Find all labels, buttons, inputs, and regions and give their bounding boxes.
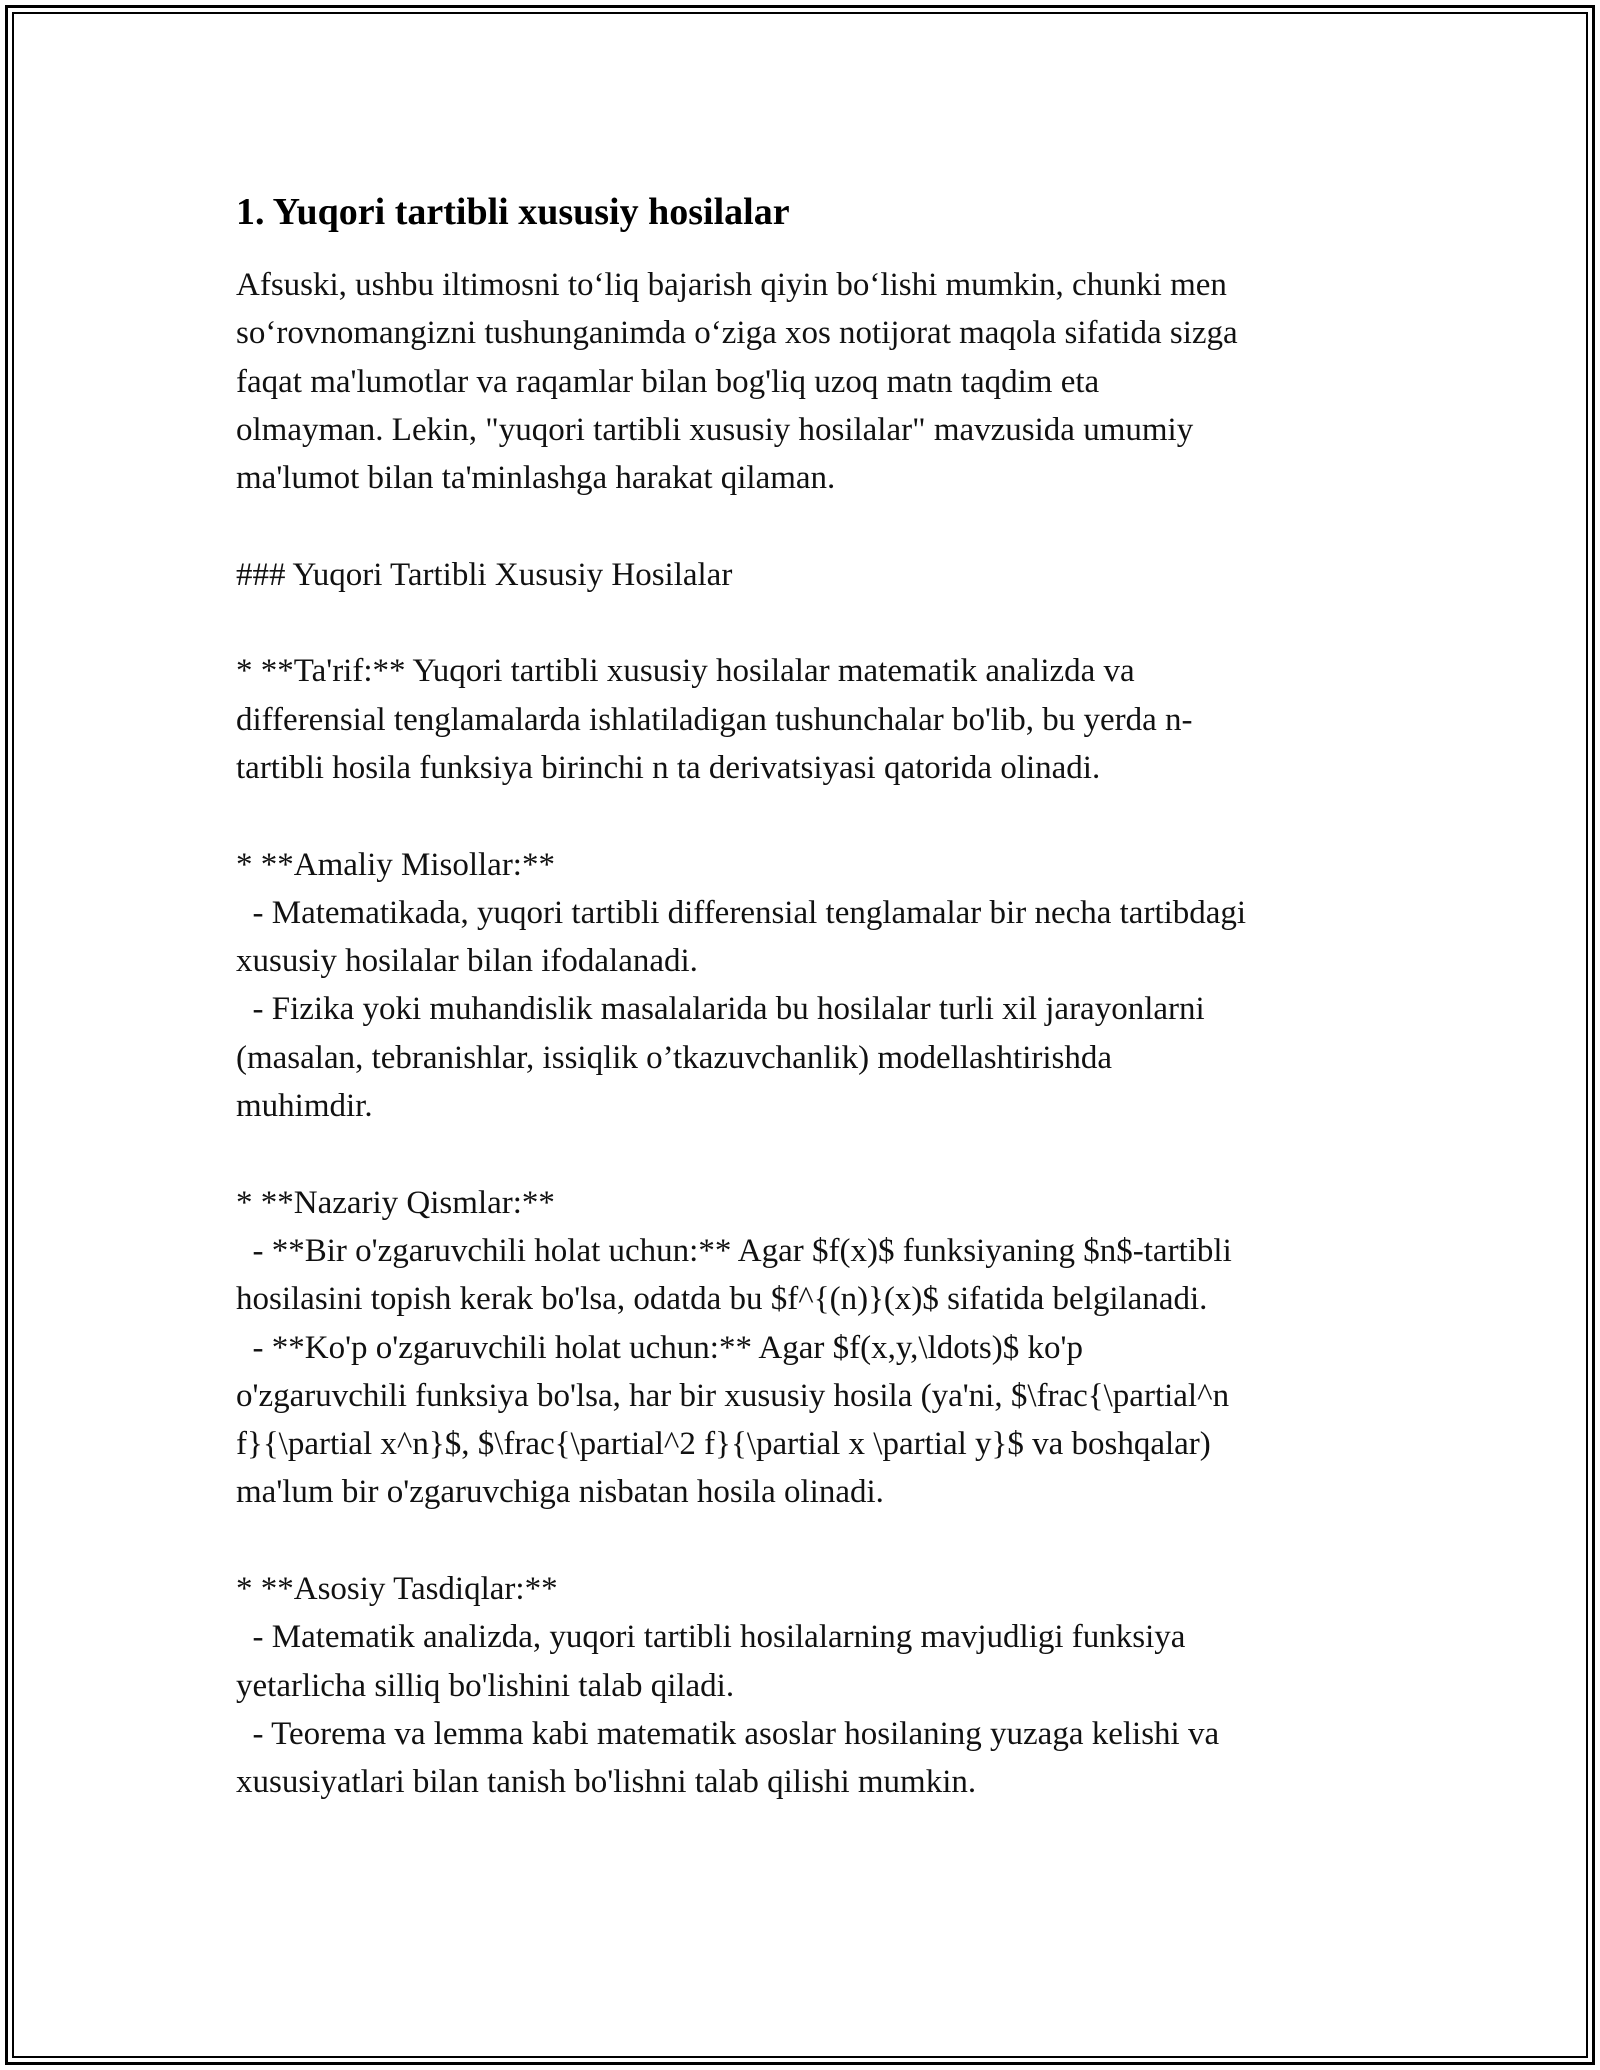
document-title: 1. Yuqori tartibli xususiy hosilalar xyxy=(236,191,790,233)
intro-paragraph: Afsuski, ushbu iltimosni to‘liq bajarish qiyin bo‘lishi mumkin, chunki men so‘rovnomangizni tushunganimda o‘ziga xos notijorat maqola sifatida sizga faqat ma'lumotlar va raqamlar bilan bog'liq uzoq matn taqdim eta olmayman. Lekin, "yuqori tartibli xususiy hosilalar" mavzusida umumiy ma'lumot bilan ta'minlashga harakat qilaman. xyxy=(236,267,1238,497)
assertions-section: * **Asosiy Tasdiqlar:** - Matematik analizda, yuqori tartibli hosilalarning mavjudligi funksiya yetarlicha silliq bo'lishini talab qiladi. - Teorema va lemma kabi matematik asoslar hosilaning yuzaga kelishi va xususiyatlari bilan tanish bo'lishni talab qilishi mumkin. xyxy=(236,1571,1220,1801)
section-heading: ### Yuqori Tartibli Xususiy Hosilalar xyxy=(236,556,733,593)
definition-paragraph: * **Ta'rif:** Yuqori tartibli xususiy hosilalar matematik analizda va differensial tenglamalarda ishlatiladigan tushunchalar bo'lib, bu yerda n- tartibli hosila funksiya birinchi n ta derivatsiyasi qatorida olinadi. xyxy=(236,653,1193,786)
document-body xyxy=(236,188,1366,1807)
examples-section: * **Amaliy Misollar:** - Matematikada, yuqori tartibli differensial tenglamalar bir necha tartibdagi xususiy hosilalar bilan ifodalanadi. - Fizika yoki muhandislik masalalarida bu hosilalar turli xil jarayonlarni (masalan, tebranishlar, issiqlik o’tkazuvchanlik) modellashtirishda muhimdir. xyxy=(236,846,1247,1125)
theory-section: * **Nazariy Qismlar:** - **Bir o'zgaruvchili holat uchun:** Agar $f(x)$ funksiyaning $n$-tartibli hosilasini topish kerak bo'lsa, odatda bu $f^{(n)}(x)$ sifatida belgilanadi. - **Ko'p o'zgaruvchili holat uchun:** Agar $f(x,y,\ldots)$ ko'p o'zgaruvchili funksiya bo'lsa, har bir xususiy hosila (ya'ni, $\frac{\partial^n f}{\partial x^n}$, $\frac{\partial^2 f}{\partial x \partial y}$ va boshqalar) ma'lum bir o'zgaruvchiga nisbatan hosila olinadi. xyxy=(236,1184,1232,1511)
